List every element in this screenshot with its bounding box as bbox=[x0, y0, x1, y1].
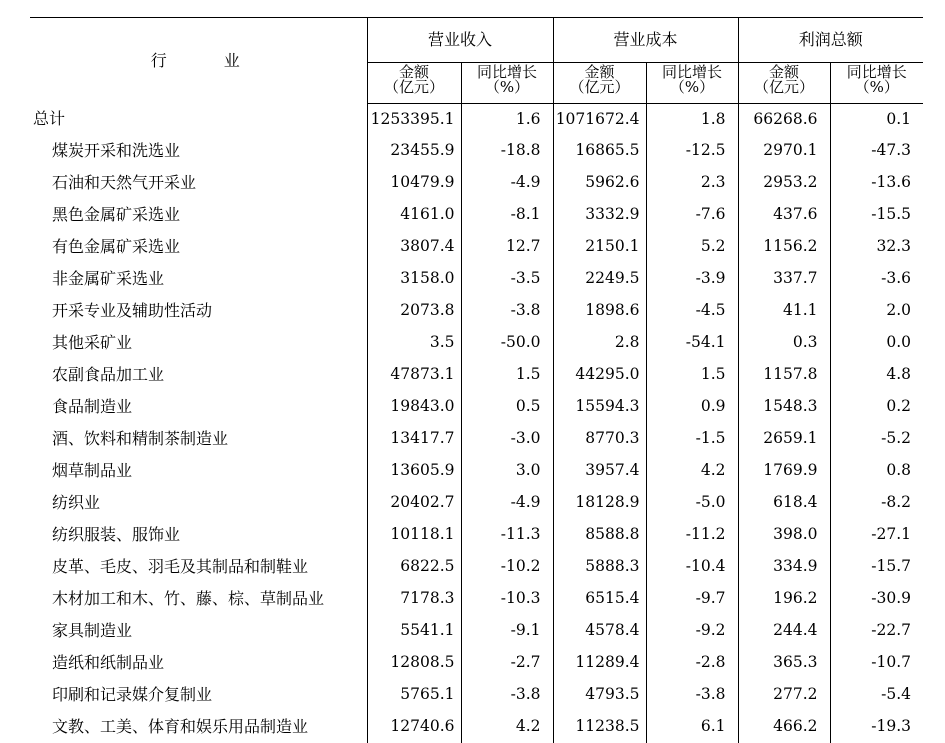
header-revenue: 营业收入 bbox=[367, 18, 553, 63]
cost-amount-cell: 4578.4 bbox=[553, 615, 646, 647]
table-row bbox=[30, 615, 923, 647]
revenue-growth-cell: -3.8 bbox=[461, 295, 553, 327]
revenue-growth-cell: 0.5 bbox=[461, 391, 553, 423]
revenue-amount-cell: 20402.7 bbox=[367, 487, 461, 519]
cost-amount-cell: 3957.4 bbox=[553, 455, 646, 487]
industry-name-cell: 文教、工美、体育和娱乐用品制造业 bbox=[30, 711, 367, 743]
industry-name-cell: 总计 bbox=[30, 104, 367, 136]
revenue-growth-cell: -50.0 bbox=[461, 327, 553, 359]
header-revenue-growth: 同比增长 （%） bbox=[461, 63, 553, 104]
revenue-growth-cell: 3.0 bbox=[461, 455, 553, 487]
cost-growth-cell: -3.9 bbox=[646, 263, 738, 295]
revenue-growth-cell: -3.5 bbox=[461, 263, 553, 295]
industry-name-cell: 食品制造业 bbox=[30, 391, 367, 423]
revenue-amount-cell: 7178.3 bbox=[367, 583, 461, 615]
cost-growth-cell: -54.1 bbox=[646, 327, 738, 359]
profit-growth-cell: 32.3 bbox=[830, 231, 923, 263]
table-row bbox=[30, 263, 923, 295]
profit-amount-cell: 244.4 bbox=[738, 615, 830, 647]
revenue-amount-cell: 3.5 bbox=[367, 327, 461, 359]
revenue-growth-cell: -9.1 bbox=[461, 615, 553, 647]
profit-amount-cell: 437.6 bbox=[738, 199, 830, 231]
profit-growth-cell: 2.0 bbox=[830, 295, 923, 327]
cost-amount-cell: 15594.3 bbox=[553, 391, 646, 423]
profit-amount-cell: 2659.1 bbox=[738, 423, 830, 455]
cost-growth-cell: -9.2 bbox=[646, 615, 738, 647]
revenue-amount-cell: 12740.6 bbox=[367, 711, 461, 743]
cost-amount-cell: 6515.4 bbox=[553, 583, 646, 615]
industry-name-cell: 印刷和记录媒介复制业 bbox=[30, 679, 367, 711]
revenue-amount-cell: 19843.0 bbox=[367, 391, 461, 423]
cost-amount-cell: 5962.6 bbox=[553, 167, 646, 199]
revenue-amount-cell: 10118.1 bbox=[367, 519, 461, 551]
cost-growth-cell: -12.5 bbox=[646, 135, 738, 167]
revenue-amount-cell: 12808.5 bbox=[367, 647, 461, 679]
revenue-growth-cell: -8.1 bbox=[461, 199, 553, 231]
revenue-amount-cell: 13605.9 bbox=[367, 455, 461, 487]
profit-amount-cell: 618.4 bbox=[738, 487, 830, 519]
profit-growth-cell: 0.8 bbox=[830, 455, 923, 487]
profit-amount-cell: 1156.2 bbox=[738, 231, 830, 263]
profit-growth-cell: 0.1 bbox=[830, 104, 923, 136]
revenue-amount-cell: 3807.4 bbox=[367, 231, 461, 263]
profit-amount-cell: 334.9 bbox=[738, 551, 830, 583]
cost-amount-cell: 1898.6 bbox=[553, 295, 646, 327]
header-profit: 利润总额 bbox=[738, 18, 923, 63]
profit-amount-cell: 2970.1 bbox=[738, 135, 830, 167]
industry-name-cell: 烟草制品业 bbox=[30, 455, 367, 487]
revenue-amount-cell: 23455.9 bbox=[367, 135, 461, 167]
header-profit-amount: 金额 （亿元） bbox=[738, 63, 830, 104]
cost-growth-cell: 2.3 bbox=[646, 167, 738, 199]
table-row bbox=[30, 583, 923, 615]
cost-amount-cell: 16865.5 bbox=[553, 135, 646, 167]
revenue-amount-cell: 13417.7 bbox=[367, 423, 461, 455]
profit-growth-cell: -5.2 bbox=[830, 423, 923, 455]
header-revenue-amount: 金额 （亿元） bbox=[367, 63, 461, 104]
table-row bbox=[30, 647, 923, 679]
revenue-growth-cell: -4.9 bbox=[461, 167, 553, 199]
revenue-amount-cell: 47873.1 bbox=[367, 359, 461, 391]
cost-growth-cell: -3.8 bbox=[646, 679, 738, 711]
cost-growth-cell: -1.5 bbox=[646, 423, 738, 455]
profit-amount-cell: 365.3 bbox=[738, 647, 830, 679]
header-cost-growth: 同比增长 （%） bbox=[646, 63, 738, 104]
revenue-amount-cell: 3158.0 bbox=[367, 263, 461, 295]
profit-growth-cell: -15.5 bbox=[830, 199, 923, 231]
table-row bbox=[30, 359, 923, 391]
revenue-growth-cell: -4.9 bbox=[461, 487, 553, 519]
cost-amount-cell: 5888.3 bbox=[553, 551, 646, 583]
table-body bbox=[30, 104, 923, 743]
profit-amount-cell: 66268.6 bbox=[738, 104, 830, 136]
industry-name-cell: 木材加工和木、竹、藤、棕、草制品业 bbox=[30, 583, 367, 615]
revenue-amount-cell: 4161.0 bbox=[367, 199, 461, 231]
profit-growth-cell: -8.2 bbox=[830, 487, 923, 519]
cost-amount-cell: 8588.8 bbox=[553, 519, 646, 551]
header-profit-growth: 同比增长 （%） bbox=[830, 63, 923, 104]
industry-name-cell: 酒、饮料和精制茶制造业 bbox=[30, 423, 367, 455]
revenue-growth-cell: 1.6 bbox=[461, 104, 553, 136]
cost-amount-cell: 11238.5 bbox=[553, 711, 646, 743]
cost-growth-cell: 5.2 bbox=[646, 231, 738, 263]
cost-growth-cell: 1.5 bbox=[646, 359, 738, 391]
profit-amount-cell: 398.0 bbox=[738, 519, 830, 551]
cost-amount-cell: 3332.9 bbox=[553, 199, 646, 231]
revenue-growth-cell: 12.7 bbox=[461, 231, 553, 263]
cost-amount-cell: 1071672.4 bbox=[553, 104, 646, 136]
profit-amount-cell: 337.7 bbox=[738, 263, 830, 295]
industry-name-cell: 其他采矿业 bbox=[30, 327, 367, 359]
cost-amount-cell: 18128.9 bbox=[553, 487, 646, 519]
cost-growth-cell: -5.0 bbox=[646, 487, 738, 519]
cost-amount-cell: 4793.5 bbox=[553, 679, 646, 711]
profit-amount-cell: 1548.3 bbox=[738, 391, 830, 423]
table-row bbox=[30, 295, 923, 327]
industry-name-cell: 黑色金属矿采选业 bbox=[30, 199, 367, 231]
industry-name-cell: 开采专业及辅助性活动 bbox=[30, 295, 367, 327]
profit-growth-cell: -30.9 bbox=[830, 583, 923, 615]
revenue-amount-cell: 2073.8 bbox=[367, 295, 461, 327]
profit-growth-cell: -47.3 bbox=[830, 135, 923, 167]
header-cost-amount: 金额 （亿元） bbox=[553, 63, 646, 104]
profit-amount-cell: 1157.8 bbox=[738, 359, 830, 391]
table-row bbox=[30, 135, 923, 167]
cost-growth-cell: 1.8 bbox=[646, 104, 738, 136]
profit-growth-cell: -27.1 bbox=[830, 519, 923, 551]
industry-name-cell: 纺织服装、服饰业 bbox=[30, 519, 367, 551]
table-row bbox=[30, 679, 923, 711]
profit-amount-cell: 41.1 bbox=[738, 295, 830, 327]
total-row bbox=[30, 104, 923, 136]
cost-amount-cell: 44295.0 bbox=[553, 359, 646, 391]
cost-growth-cell: 4.2 bbox=[646, 455, 738, 487]
industry-name-cell: 家具制造业 bbox=[30, 615, 367, 647]
header-industry: 行 业 bbox=[30, 18, 367, 104]
cost-amount-cell: 2.8 bbox=[553, 327, 646, 359]
revenue-amount-cell: 1253395.1 bbox=[367, 104, 461, 136]
table-row bbox=[30, 423, 923, 455]
table-row bbox=[30, 391, 923, 423]
profit-amount-cell: 196.2 bbox=[738, 583, 830, 615]
profit-growth-cell: -5.4 bbox=[830, 679, 923, 711]
table-header bbox=[30, 18, 923, 104]
cost-growth-cell: -10.4 bbox=[646, 551, 738, 583]
revenue-growth-cell: -3.0 bbox=[461, 423, 553, 455]
industry-name-cell: 农副食品加工业 bbox=[30, 359, 367, 391]
cost-amount-cell: 2150.1 bbox=[553, 231, 646, 263]
revenue-growth-cell: -3.8 bbox=[461, 679, 553, 711]
table-row bbox=[30, 327, 923, 359]
cost-amount-cell: 8770.3 bbox=[553, 423, 646, 455]
cost-amount-cell: 11289.4 bbox=[553, 647, 646, 679]
table-row bbox=[30, 167, 923, 199]
data-table bbox=[30, 17, 923, 743]
cost-amount-cell: 2249.5 bbox=[553, 263, 646, 295]
profit-amount-cell: 1769.9 bbox=[738, 455, 830, 487]
profit-growth-cell: -22.7 bbox=[830, 615, 923, 647]
industry-name-cell: 有色金属矿采选业 bbox=[30, 231, 367, 263]
revenue-growth-cell: 1.5 bbox=[461, 359, 553, 391]
industry-name-cell: 纺织业 bbox=[30, 487, 367, 519]
cost-growth-cell: -7.6 bbox=[646, 199, 738, 231]
profit-growth-cell: -3.6 bbox=[830, 263, 923, 295]
profit-amount-cell: 466.2 bbox=[738, 711, 830, 743]
profit-growth-cell: 0.2 bbox=[830, 391, 923, 423]
industry-name-cell: 煤炭开采和洗选业 bbox=[30, 135, 367, 167]
table-row bbox=[30, 711, 923, 743]
profit-growth-cell: -10.7 bbox=[830, 647, 923, 679]
table-row bbox=[30, 199, 923, 231]
industry-name-cell: 造纸和纸制品业 bbox=[30, 647, 367, 679]
revenue-growth-cell: -10.3 bbox=[461, 583, 553, 615]
cost-growth-cell: -11.2 bbox=[646, 519, 738, 551]
profit-amount-cell: 2953.2 bbox=[738, 167, 830, 199]
table-row bbox=[30, 455, 923, 487]
cost-growth-cell: -9.7 bbox=[646, 583, 738, 615]
revenue-growth-cell: -11.3 bbox=[461, 519, 553, 551]
table-row bbox=[30, 487, 923, 519]
revenue-growth-cell: -10.2 bbox=[461, 551, 553, 583]
industry-name-cell: 非金属矿采选业 bbox=[30, 263, 367, 295]
header-cost: 营业成本 bbox=[553, 18, 738, 63]
profit-growth-cell: 0.0 bbox=[830, 327, 923, 359]
profit-growth-cell: -15.7 bbox=[830, 551, 923, 583]
revenue-growth-cell: -18.8 bbox=[461, 135, 553, 167]
industry-name-cell: 石油和天然气开采业 bbox=[30, 167, 367, 199]
table-row bbox=[30, 519, 923, 551]
revenue-amount-cell: 10479.9 bbox=[367, 167, 461, 199]
revenue-amount-cell: 5541.1 bbox=[367, 615, 461, 647]
table-row bbox=[30, 551, 923, 583]
revenue-growth-cell: -2.7 bbox=[461, 647, 553, 679]
revenue-growth-cell: 4.2 bbox=[461, 711, 553, 743]
profit-amount-cell: 0.3 bbox=[738, 327, 830, 359]
revenue-amount-cell: 6822.5 bbox=[367, 551, 461, 583]
table-row bbox=[30, 231, 923, 263]
revenue-amount-cell: 5765.1 bbox=[367, 679, 461, 711]
cost-growth-cell: 6.1 bbox=[646, 711, 738, 743]
profit-growth-cell: -13.6 bbox=[830, 167, 923, 199]
cost-growth-cell: -2.8 bbox=[646, 647, 738, 679]
profit-growth-cell: -19.3 bbox=[830, 711, 923, 743]
profit-growth-cell: 4.8 bbox=[830, 359, 923, 391]
cost-growth-cell: 0.9 bbox=[646, 391, 738, 423]
profit-amount-cell: 277.2 bbox=[738, 679, 830, 711]
cost-growth-cell: -4.5 bbox=[646, 295, 738, 327]
industry-name-cell: 皮革、毛皮、羽毛及其制品和制鞋业 bbox=[30, 551, 367, 583]
industry-statistics-table bbox=[30, 17, 923, 743]
